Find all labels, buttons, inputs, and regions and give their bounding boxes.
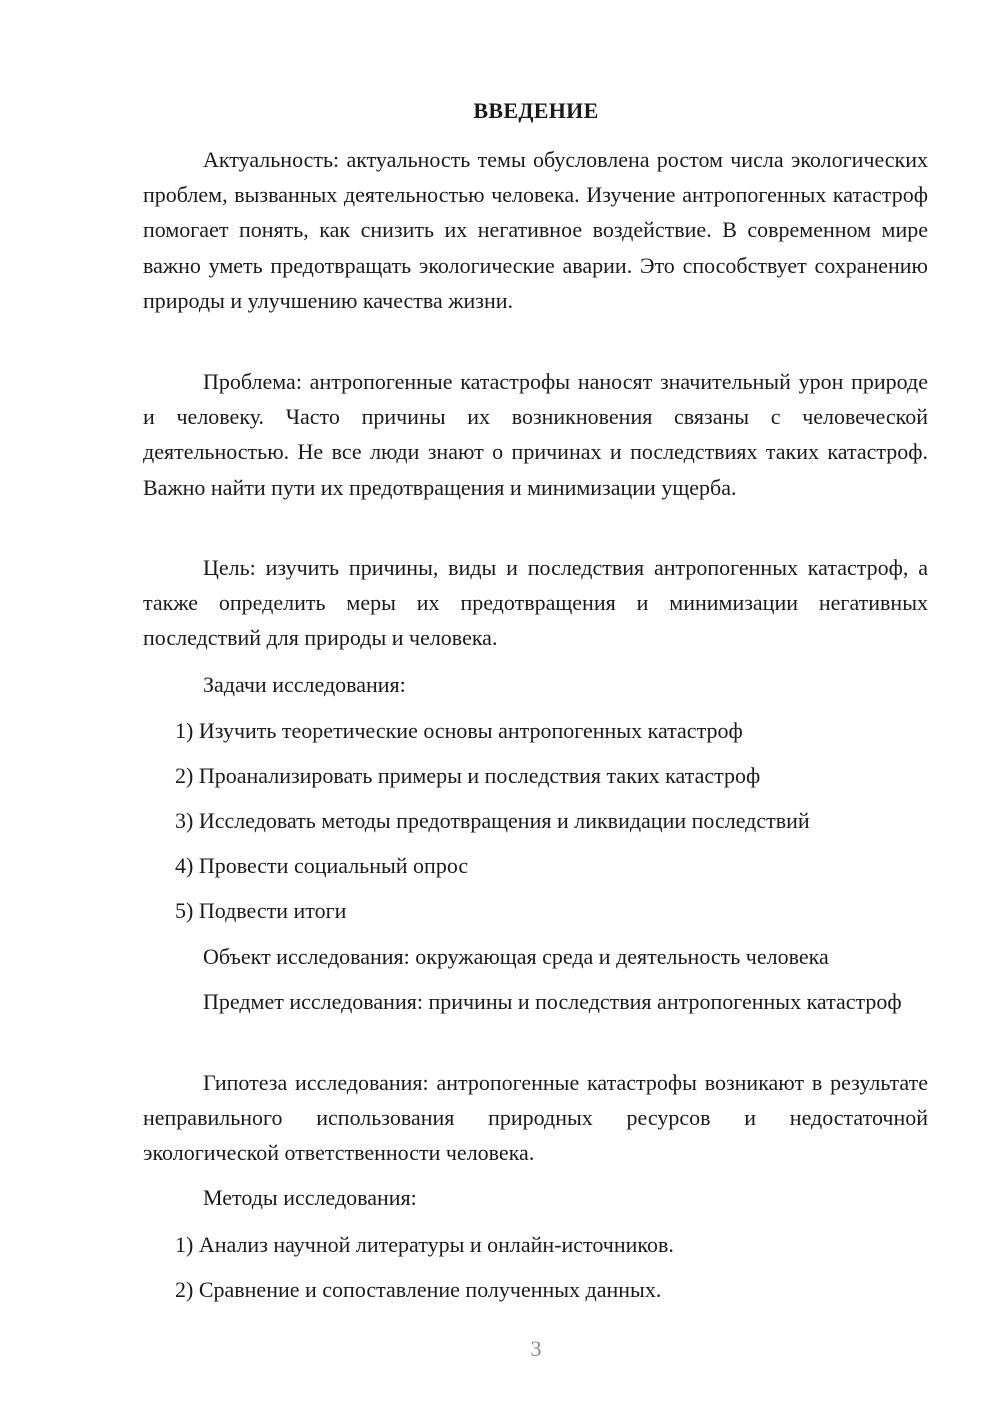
page-number: 3 xyxy=(530,1336,542,1361)
list-item: 2) Сравнение и сопоставление полученных данных. xyxy=(175,1277,662,1302)
task-item-2-block xyxy=(143,758,928,793)
list-item: 1) Анализ научной литературы и онлайн-источников. xyxy=(175,1232,674,1257)
problem-block xyxy=(143,364,928,505)
list-item: 4) Провести социальный опрос xyxy=(175,853,469,878)
object-paragraph: Объект исследования: окружающая среда и деятельность человека xyxy=(203,944,829,969)
goal-block xyxy=(143,550,928,656)
task-item-3-block xyxy=(143,803,928,838)
list-item: 5) Подвести итоги xyxy=(175,898,347,923)
subject-paragraph: Предмет исследования: причины и последствия антропогенных катастроф xyxy=(203,989,902,1014)
method-item-1-block xyxy=(143,1227,928,1262)
tasks-label-block xyxy=(143,667,928,702)
methods-label-block xyxy=(143,1180,928,1215)
method-item-2-block xyxy=(143,1272,928,1307)
methods-label: Методы исследования: xyxy=(203,1185,417,1210)
hypothesis-block xyxy=(143,1065,928,1171)
subject-block xyxy=(143,984,928,1019)
section-heading: ВВЕДЕНИЕ xyxy=(473,98,599,123)
problem-paragraph: Проблема: антропогенные катастрофы наносят значительный урон природе и человеку. Часто причины их возникновения связаны с человеческой деятельностью. Не все люди знают о причинах и последствиях таких катастроф. Важно найти пути их предотвращения и минимизации ущерба. xyxy=(143,369,928,500)
list-item: 1) Изучить теоретические основы антропогенных катастроф xyxy=(175,718,743,743)
list-item: 3) Исследовать методы предотвращения и ликвидации последствий xyxy=(175,808,810,833)
hypothesis-paragraph: Гипотеза исследования: антропогенные катастрофы возникают в результате неправильного использования природных ресурсов и недостаточной экологической ответственности человека. xyxy=(143,1070,928,1166)
relevance-paragraph: Актуальность: актуальность темы обусловлена ростом числа экологических проблем, вызванных деятельностью человека. Изучение антропогенных катастроф помогает понять, как снизить их негативное воздействие. В современном мире важно уметь предотвращать экологические аварии. Это способствует сохранению природы и улучшению качества жизни. xyxy=(143,147,928,313)
relevance-block xyxy=(143,142,928,318)
list-item: 2) Проанализировать примеры и последствия таких катастроф xyxy=(175,763,761,788)
task-item-1-block xyxy=(143,713,928,748)
object-block xyxy=(143,939,928,974)
task-item-4-block xyxy=(143,848,928,883)
task-item-5-block xyxy=(143,893,928,928)
goal-paragraph: Цель: изучить причины, виды и последствия антропогенных катастроф, а также определить меры их предотвращения и минимизации негативных последствий для природы и человека. xyxy=(143,555,928,651)
tasks-label: Задачи исследования: xyxy=(203,672,406,697)
